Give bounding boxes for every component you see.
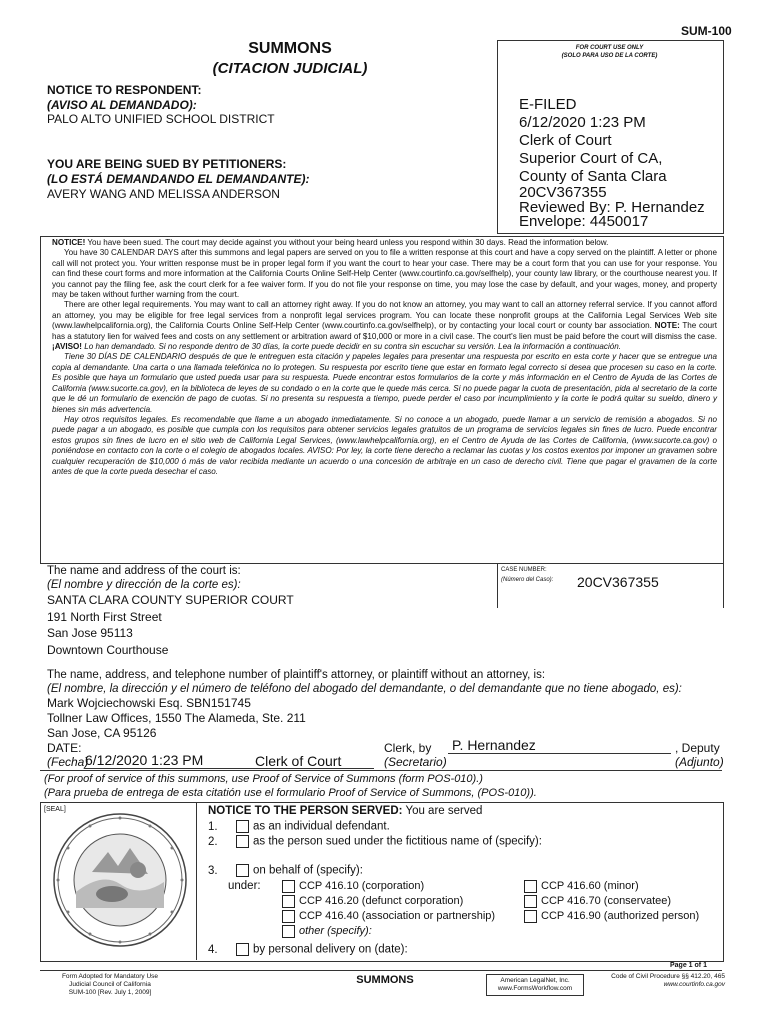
attorney-label-es: (El nombre, la dirección y el número de teléfono del abogado del demandante, o del demandante que no tiene abogado, es): — [47, 683, 682, 695]
court-line: 191 North First Street — [47, 609, 162, 624]
court-section — [47, 564, 294, 658]
efile-line: Superior Court of CA, — [519, 150, 663, 167]
publisher-line: American LegalNet, Inc. — [500, 977, 570, 984]
checkbox[interactable] — [236, 835, 249, 848]
clerk-label-es: (Secretario) — [384, 755, 447, 769]
seal-label: [SEAL] — [44, 806, 66, 813]
ccp-label: CCP 416.90 (authorized person) — [541, 910, 700, 922]
checkbox[interactable] — [282, 895, 295, 908]
court-line: SANTA CLARA COUNTY SUPERIOR COURT — [47, 593, 294, 607]
notice-para — [52, 300, 717, 342]
case-number-value: 20CV367355 — [577, 574, 659, 590]
date-value: 6/12/2020 1:23 PM — [85, 752, 204, 768]
item-text: on behalf of (specify): — [253, 864, 363, 877]
court-line: Downtown Courthouse — [47, 642, 169, 657]
item-text: by personal delivery on (date): — [253, 943, 408, 956]
item-number: 2. — [208, 835, 218, 848]
clerk-line — [448, 753, 671, 754]
item-text: as an individual defendant. — [253, 820, 390, 833]
ccp-option — [524, 909, 699, 924]
respondent-name: PALO ALTO UNIFIED SCHOOL DISTRICT — [47, 112, 275, 126]
deputy-label: , Deputy — [675, 741, 720, 755]
california-seal-icon — [52, 812, 188, 948]
under-label: under: — [228, 880, 261, 892]
proof-line-1: (For proof of service of this summons, use Proof of Service of Summons (form POS-010).) — [44, 773, 483, 785]
checkbox[interactable] — [282, 880, 295, 893]
petitioners-label: YOU ARE BEING SUED BY PETITIONERS: — [47, 157, 287, 171]
date-label: DATE: — [47, 741, 82, 755]
clerk-label: Clerk, by — [384, 741, 432, 755]
checkbox[interactable] — [524, 880, 537, 893]
ccp-label: CCP 416.40 (association or partnership) — [299, 910, 496, 922]
notice-text-4: Lo han demandado. Si no responde dentro de 30 días, la corte puede decidir en su contra sin escuchar su versión. Lea la información a continuación. — [81, 342, 622, 352]
notice-para — [52, 238, 717, 248]
footer-right-line: www.courtinfo.ca.gov — [663, 981, 725, 988]
respondent-label: NOTICE TO RESPONDENT: — [47, 83, 202, 97]
checkbox[interactable] — [282, 925, 295, 938]
checkbox[interactable] — [524, 895, 537, 908]
notice-text-1: You have been sued. The court may decide against you without your being heard unless you respond within 30 days. Read the information below. — [85, 238, 609, 247]
footer-divider — [40, 970, 722, 971]
footer-left-line: SUM-100 [Rev. July 1, 2009] — [68, 989, 152, 996]
footer-left-line: Judicial Council of California — [69, 981, 151, 988]
ccp-option — [282, 909, 495, 924]
page-number: Page 1 of 1 — [670, 962, 707, 969]
notice-note-lead: NOTE: — [654, 321, 680, 331]
ccp-left-list — [282, 879, 495, 939]
respondent-label-es: (AVISO AL DEMANDADO): — [47, 98, 197, 112]
attorney-label: The name, address, and telephone number of plaintiff's attorney, or plaintiff without an attorney, is: — [47, 669, 546, 681]
publisher-line: www.FormsWorkflow.com — [497, 985, 573, 992]
clerk-name: P. Hernandez — [452, 737, 536, 753]
footer-right — [585, 973, 725, 989]
ccp-option — [524, 894, 699, 909]
proof-line-2: (Para prueba de entrega de esta citatión use el formulario Proof of Service of Summons, (POS-010)). — [44, 787, 537, 799]
aviso-lead: ¡AVISO! — [52, 342, 82, 352]
notice-text — [52, 238, 717, 477]
court-use-header-en: FOR COURT USE ONLY — [575, 45, 644, 51]
checkbox[interactable] — [282, 910, 295, 923]
petitioners-name: AVERY WANG AND MELISSA ANDERSON — [47, 187, 280, 201]
page-title: SUMMONS — [248, 40, 332, 57]
item-number: 4. — [208, 943, 218, 956]
ccp-label: CCP 416.10 (corporation) — [299, 880, 425, 892]
footer-title: SUMMONS — [356, 974, 414, 986]
ccp-option — [282, 879, 495, 894]
efile-line: Clerk of Court — [519, 132, 612, 149]
served-item-4 — [208, 943, 408, 956]
notice-lead: NOTICE! — [52, 238, 86, 247]
court-use-header — [497, 44, 722, 60]
footer-left-line: Form Adopted for Mandatory Use — [61, 973, 159, 980]
notice-text-3b: The court has a statutory lien for waived fees and costs on any settlement or arbitration award of $10,000 or more in a civil case. The court's lien must be paid before the court will dismiss the case. — [52, 321, 718, 341]
efile-line: Envelope: 4450017 — [519, 213, 649, 230]
court-label: The name and address of the court is: — [47, 565, 241, 577]
ccp-option — [282, 924, 495, 939]
efile-line: 6/12/2020 1:23 PM — [519, 114, 646, 131]
ccp-option — [282, 894, 495, 909]
ccp-right-list — [524, 879, 699, 924]
efile-line: 20CV367355 — [519, 184, 607, 201]
served-heading-wrap — [208, 805, 482, 817]
ccp-option — [524, 879, 699, 894]
case-number-label-es: (Número del Caso): — [501, 577, 554, 583]
publisher-box — [486, 974, 584, 996]
checkbox[interactable] — [524, 910, 537, 923]
footer-right-line: Code of Civil Procedure §§ 412.20, 465 — [611, 973, 725, 980]
notice-text-3a: There are other legal requirements. You may want to call an attorney right away. If you do not know an attorney, you may want to call an attorney referral service. If you cannot afford an attorney, you may be eligible for free legal services from a nonprofit legal services program. You can locate these nonprofit groups at the California Legal Services Web site (www.lawhelpcalifornia.org), the California Courts Online Self-Help Center (www.courtinfo.ca.gov/selfhelp), or by contacting your local court or county bar association. — [52, 300, 717, 331]
checkbox[interactable] — [236, 864, 249, 877]
ccp-label: other (specify): — [299, 925, 372, 937]
served-item-3 — [208, 864, 363, 877]
page-subtitle: (CITACION JUDICIAL) — [212, 60, 368, 77]
seal-divider — [196, 802, 197, 960]
item-number: 1. — [208, 820, 218, 833]
attorney-line: San Jose, CA 95126 — [47, 726, 157, 740]
item-text: as the person sued under the fictitious name of (specify): — [253, 835, 542, 848]
court-use-header-es: (SOLO PARA USO DE LA CORTE) — [561, 53, 658, 59]
notice-para: You have 30 CALENDAR DAYS after this summons and legal papers are served on you to file a written response at this court and have a copy served on the plaintiff. A letter or phone call will not protect you. Your written response must be in proper legal form if you want the court to hear your case. There may be a court form that you can use for your response. You can find these court forms and more information at the California Courts Online Self-Help Center (www.courtinfo.ca.gov/selfhelp), your county law library, or the courthouse nearest you. If you cannot pay the filing fee, ask the court clerk for a fee waiver form. If you do not file your response on time, you may lose the case by default, and your wages, money, and property may be taken without further warning from the court. — [52, 248, 717, 300]
item-number: 3. — [208, 864, 218, 877]
ccp-label: CCP 416.20 (defunct corporation) — [299, 895, 464, 907]
notice-para: Tiene 30 DÍAS DE CALENDARIO después de que le entreguen esta citación y papeles legales para presentar una respuesta por escrito en esta corte y hacer que se entregue una copia al demandante. Una carta o una llamada telefónica no lo protegen. Su respuesta por escrito tiene que estar en formato legal correcto si desea que procesen su caso en la corte. Es posible que haya un formulario que usted pueda usar para su respuesta. Puede encontrar estos formularios de la corte y más información en el Centro de Ayuda de las Cortes de California (www.sucorte.ca.gov), en la biblioteca de leyes de su condado o en la corte que le quede más cerca. Si no puede pagar la cuota de presentación, pida al secretario de la corte que le dé un formulario de exención de pago de cuotas. Si no presenta su respuesta a tiempo, puede perder el caso por incumplimiento y la corte le podrá quitar su sueldo, dinero y bienes sin más advertencia. — [52, 352, 717, 414]
served-item-2 — [208, 835, 542, 848]
attorney-line: Tollner Law Offices, 1550 The Alameda, Ste. 211 — [47, 711, 306, 725]
clerk-value: Clerk of Court — [255, 753, 342, 769]
efile-line: E-FILED — [519, 96, 577, 113]
petitioners-label-es: (LO ESTÁ DEMANDANDO EL DEMANDANTE): — [47, 172, 310, 186]
court-line: San Jose 95113 — [47, 626, 133, 640]
form-id: SUM-100 — [681, 24, 732, 38]
efile-stamp — [519, 96, 705, 228]
checkbox[interactable] — [236, 943, 249, 956]
efile-line: County of Santa Clara — [519, 168, 667, 185]
divider — [40, 770, 722, 771]
checkbox[interactable] — [236, 820, 249, 833]
efile-line: Reviewed By: P. Hernandez — [519, 199, 705, 216]
ccp-label: CCP 416.60 (minor) — [541, 880, 639, 892]
deputy-label-es: (Adjunto) — [675, 755, 724, 769]
case-number-label: CASE NUMBER: — [501, 567, 547, 573]
footer-left — [50, 973, 170, 997]
date-label-es: (Fecha) — [47, 755, 89, 769]
notice-para: Hay otros requisitos legales. Es recomendable que llame a un abogado inmediatamente. Si no conoce a un abogado, puede llamar a un servicio de remisión a abogados. Si no puede pagar a un abogado, es posible que cumpla con los requisitos para obtener servicios legales gratuitos de un programa de servicios legales sin fines de lucro. Puede encontrar estos grupos sin fines de lucro en el sitio web de California Legal Services, (www.lawhelpcalifornia.org), en el Centro de Ayuda de las Cortes de California, (www.sucorte.ca.gov) o poniéndose en contacto con la corte o el colegio de abogados locales. AVISO: Por ley, la corte tiene derecho a reclamar las cuotas y los costos exentos por imponer un gravamen sobre cualquier recuperación de $10,000 ó más de valor recibida mediante un acuerdo o una concesión de arbitraje en un caso de derecho civil. Tiene que pagar el gravamen de la corte antes de que la corte pueda desechar el caso. — [52, 414, 717, 476]
attorney-line: Mark Wojciechowski Esq. SBN151745 — [47, 696, 251, 710]
served-item-1 — [208, 820, 390, 833]
ccp-label: CCP 416.70 (conservatee) — [541, 895, 672, 907]
attorney-section — [47, 668, 682, 741]
court-label-es: (El nombre y dirección de la corte es): — [47, 579, 241, 591]
notice-para — [52, 342, 717, 352]
served-heading-rest: You are served — [402, 805, 483, 817]
served-heading: NOTICE TO THE PERSON SERVED: — [208, 805, 403, 817]
